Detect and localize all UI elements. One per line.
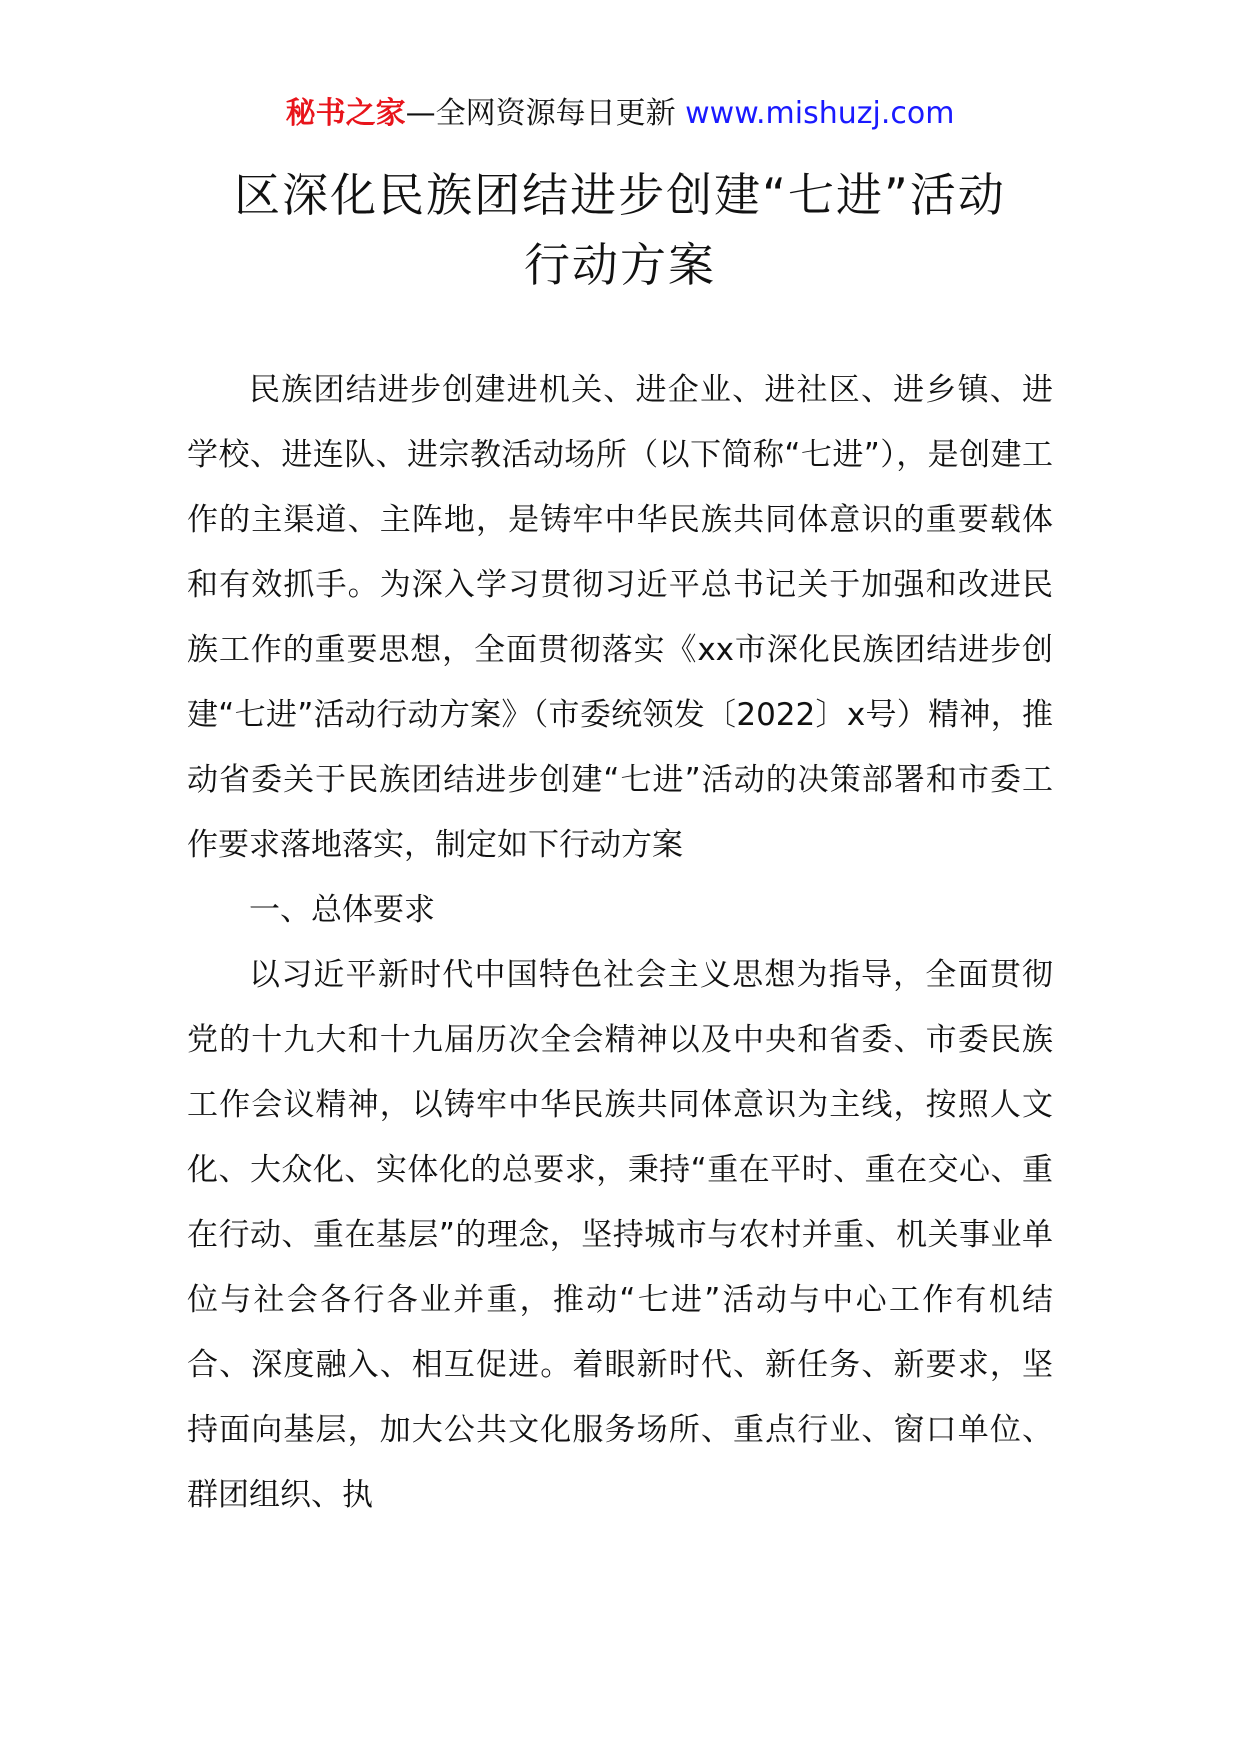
site-watermark-header bbox=[0, 94, 1240, 134]
title-line-1: 区深化民族团结进步创建“七进”活动 bbox=[234, 168, 1006, 222]
site-url-link[interactable]: www.mishuzj.com bbox=[685, 96, 955, 131]
document-body bbox=[187, 358, 1053, 1528]
header-tagline: —全网资源每日更新 bbox=[405, 96, 676, 131]
title-line-2: 行动方案 bbox=[524, 238, 716, 292]
document-title bbox=[0, 160, 1240, 300]
intro-paragraph: 民族团结进步创建进机关、进企业、进社区、进乡镇、进学校、进连队、进宗教活动场所（以下简称“七进”），是创建工作的主渠道、主阵地，是铸牢中华民族共同体意识的重要载体和有效抓手。为深入学习贯彻习近平总书记关于加强和改进民族工作的重要思想，全面贯彻落实《xx市深化民族团结进步创建“七进”活动行动方案》（市委统领发〔2022〕x号）精神，推动省委关于民族团结进步创建“七进”活动的决策部署和市委工作要求落地落实，制定如下行动方案 bbox=[187, 372, 1053, 863]
brand-name: 秘书之家 bbox=[285, 96, 406, 131]
section-heading-general-requirements: 一、总体要求 bbox=[249, 892, 435, 928]
general-requirements-paragraph: 以习近平新时代中国特色社会主义思想为指导，全面贯彻党的十九大和十九届历次全会精神以及中央和省委、市委民族工作会议精神，以铸牢中华民族共同体意识为主线，按照人文化、大众化、实体化的总要求，秉持“重在平时、重在交心、重在行动、重在基层”的理念，坚持城市与农村并重、机关事业单位与社会各行各业并重，推动“七进”活动与中心工作有机结合、深度融入、相互促进。着眼新时代、新任务、新要求，坚持面向基层，加大公共文化服务场所、重点行业、窗口单位、群团组织、执 bbox=[187, 957, 1053, 1513]
